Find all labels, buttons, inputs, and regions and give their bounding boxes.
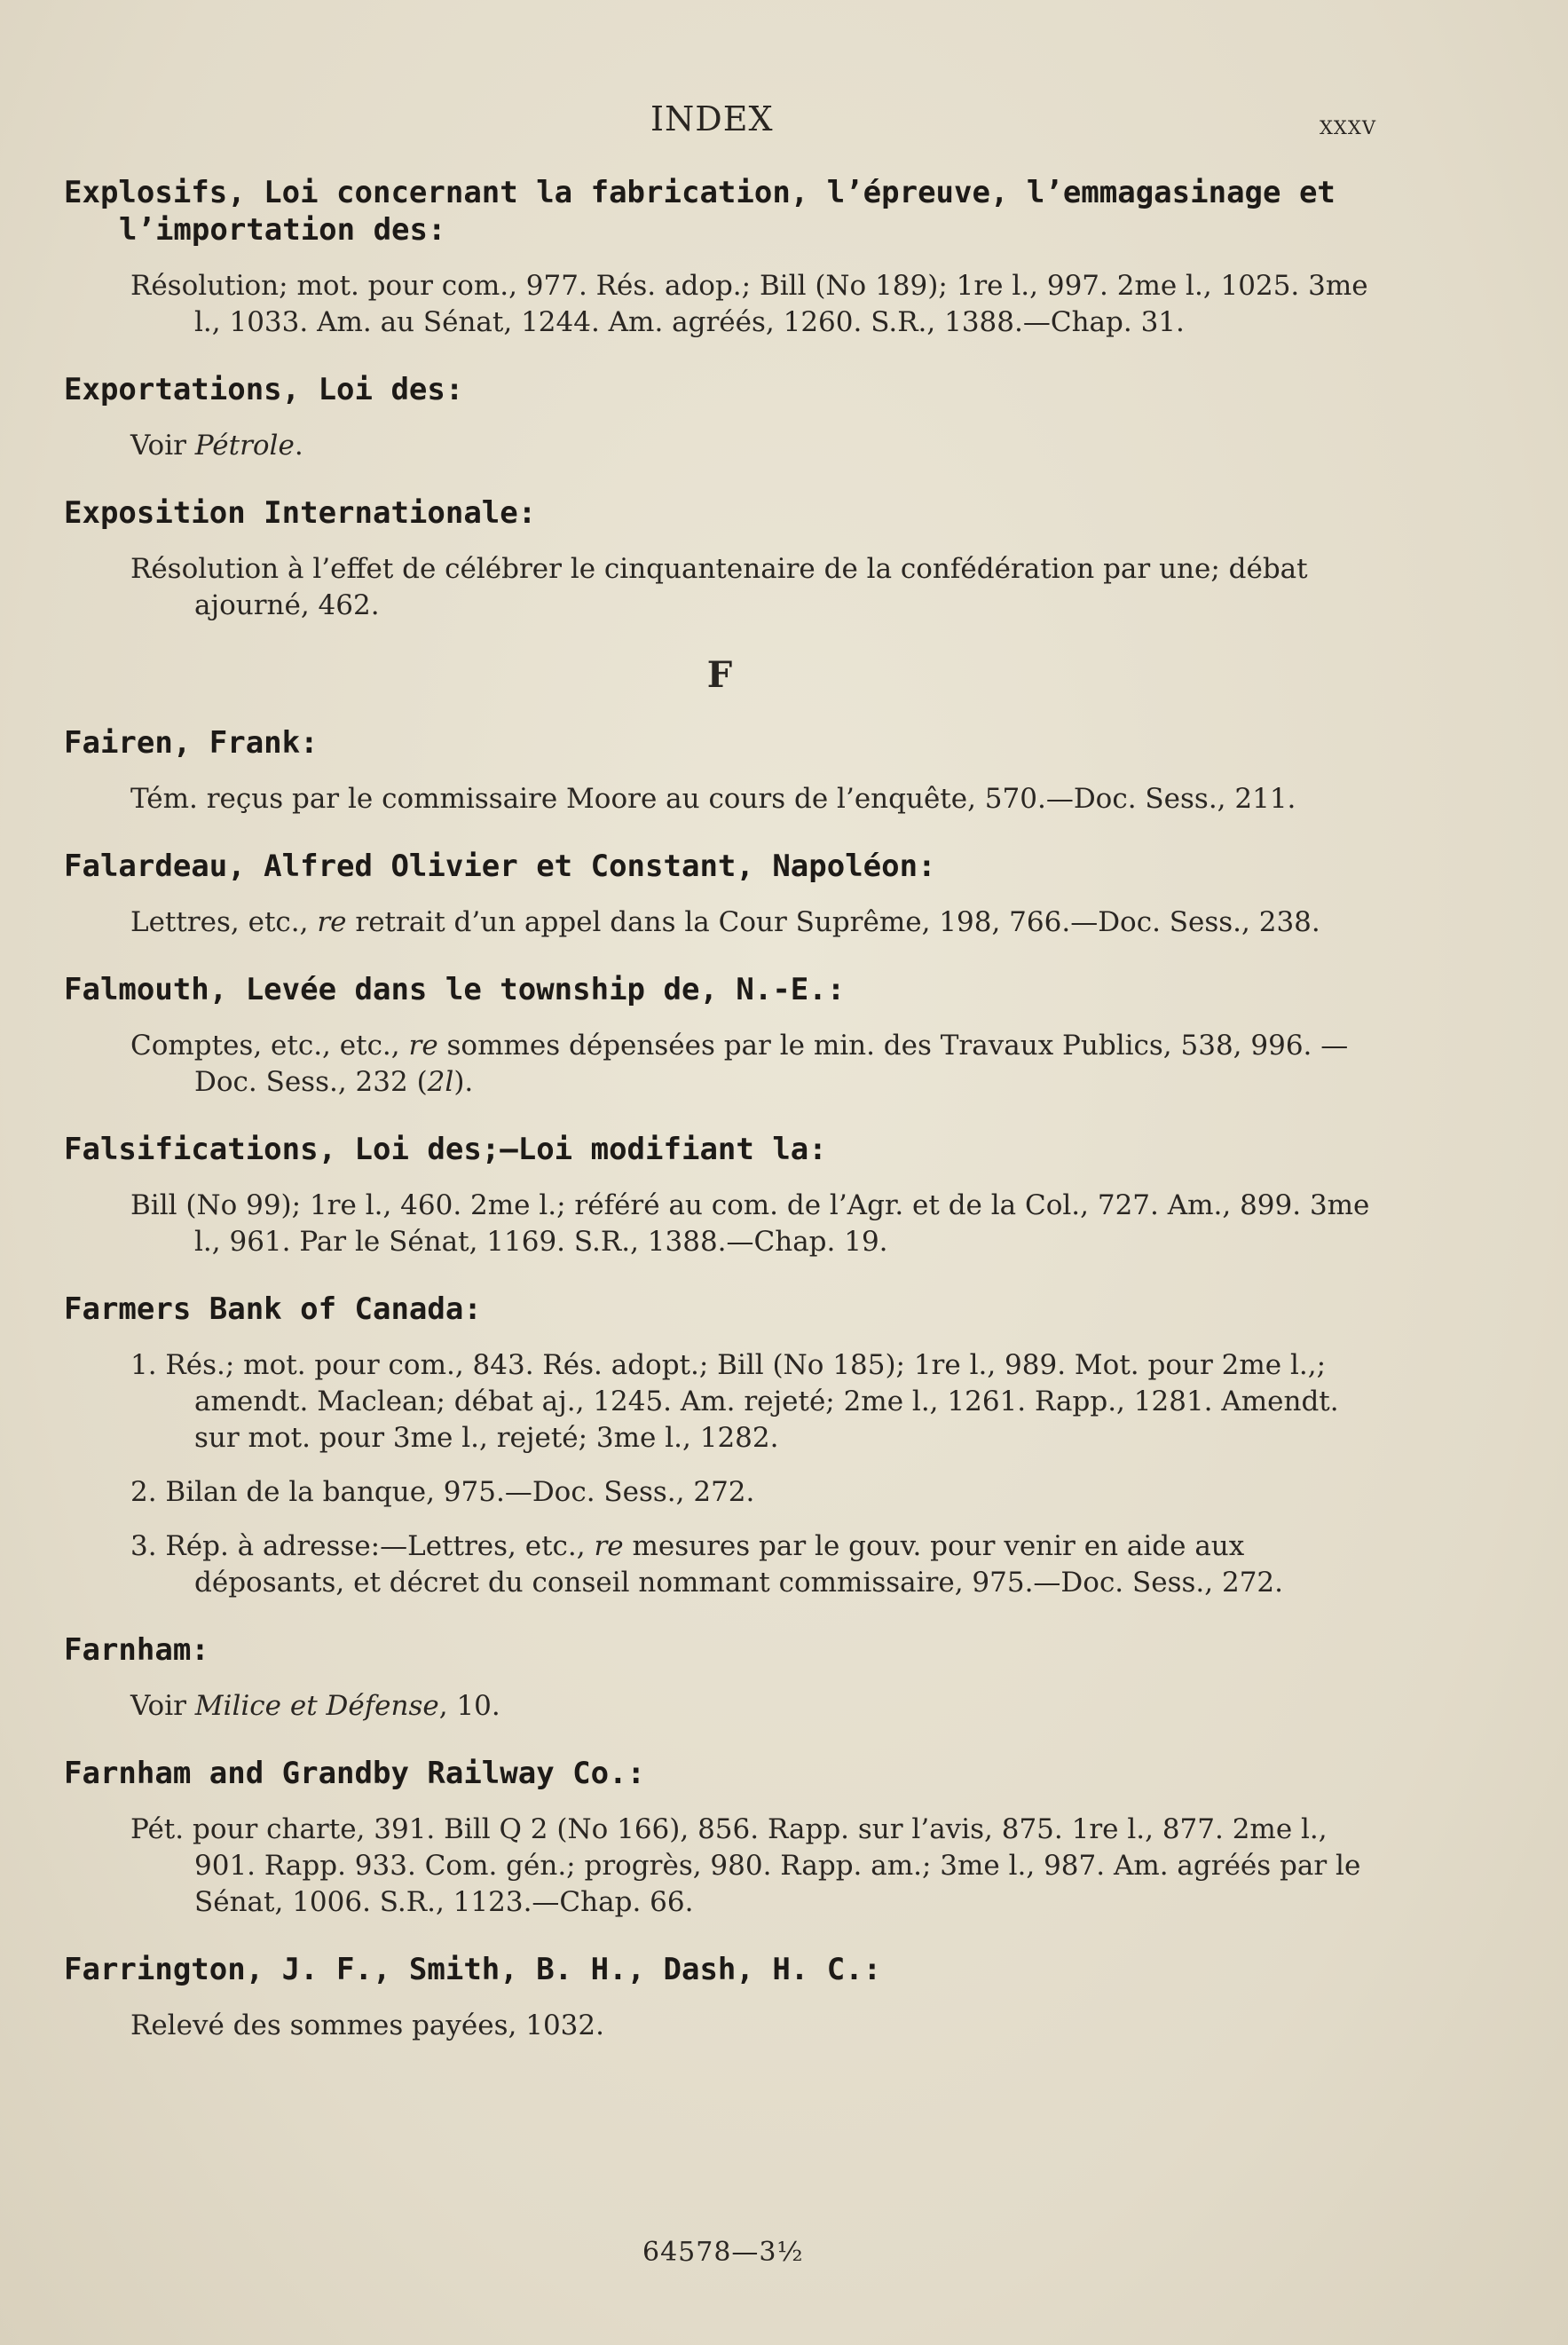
entry-heading: Falardeau, Alfred Olivier et Constant, Napoléon: xyxy=(64,849,936,884)
entry-reference: 2. Bilan de la banque, 975.—Doc. Sess., 272. xyxy=(130,1476,755,1508)
entry-heading: Explosifs, Loi concernant la fabrication, l’épreuve, l’emmagasinage et l’importation des: xyxy=(64,175,1336,248)
reference-text: mesures par le gouv. pour venir en aide aux déposants, et décret du conseil nommant commissaire, 975.—Doc. Sess., 272. xyxy=(194,1530,1283,1599)
reference-italic: Milice et Défense xyxy=(194,1690,439,1722)
entry-reference: Tém. reçus par le commissaire Moore au cours de l’enquête, 570.—Doc. Sess., 211. xyxy=(130,783,1296,815)
index-entry xyxy=(64,848,1375,941)
reference-text: retrait d’un appel dans la Cour Suprême, 198, 766.—Doc. Sess., 238. xyxy=(346,906,1320,938)
reference-text: Lettres, etc., xyxy=(130,906,318,938)
entry-heading: Farmers Bank of Canada: xyxy=(64,1291,482,1327)
entry-reference: Pét. pour charte, 391. Bill Q 2 (No 166), 856. Rapp. sur l’avis, 875. 1re l., 877. 2me l., 901. Rapp. 933. Com. gén.; progrès, 980. Rapp. am.; 3me l., 987. Am. agréés par le Sénat, 1006. S.R., 1123.—Chap. 66. xyxy=(130,1813,1361,1918)
entry-heading: Falmouth, Levée dans le township de, N.-E.: xyxy=(64,972,846,1007)
index-entries-f xyxy=(64,724,1375,2044)
reference-text: sommes dépensées par le min. des Travaux Publics, 538, 996. —Doc. Sess., 232 ( xyxy=(194,1030,1349,1098)
entry-reference: Bill (No 99); 1re l., 460. 2me l.; référé au com. de l’Agr. et de la Col., 727. Am., 899. 3me l., 961. Par le Sénat, 1169. S.R., 1388.—Chap. 19. xyxy=(130,1189,1370,1258)
entry-heading: Exposition Internationale: xyxy=(64,495,537,531)
index-entry xyxy=(64,1131,1375,1260)
index-entry xyxy=(64,1951,1375,2044)
entry-reference xyxy=(130,1688,1375,1725)
reference-italic: re xyxy=(408,1030,438,1062)
running-head xyxy=(0,99,1568,142)
entry-heading: Exportations, Loi des: xyxy=(64,372,464,407)
index-entry xyxy=(64,174,1375,341)
entry-heading: Farnham: xyxy=(64,1632,209,1668)
running-title: INDEX xyxy=(650,99,774,138)
index-entries-e xyxy=(64,174,1375,624)
reference-text: Voir xyxy=(130,1690,195,1722)
reference-text: Comptes, etc., etc., xyxy=(130,1030,409,1062)
section-letter: F xyxy=(706,654,733,696)
entry-reference xyxy=(130,904,1375,941)
index-entry xyxy=(64,971,1375,1101)
reference-text: , 10. xyxy=(438,1690,500,1722)
reference-text: ). xyxy=(453,1066,474,1098)
reference-text: . xyxy=(294,430,303,462)
index-entry xyxy=(64,1755,1375,1921)
entry-reference xyxy=(130,428,1375,464)
index-entry xyxy=(64,724,1375,817)
index-entry xyxy=(64,371,1375,464)
index-entry xyxy=(64,494,1375,624)
reference-text: 3. Rép. à adresse:—Lettres, etc., xyxy=(130,1530,595,1562)
entry-heading: Farnham and Grandby Railway Co.: xyxy=(64,1756,646,1791)
entry-reference: Relevé des sommes payées, 1032. xyxy=(130,2009,604,2041)
entry-heading: Falsifications, Loi des;—Loi modifiant la: xyxy=(64,1132,827,1167)
index-entry xyxy=(64,1291,1375,1601)
entry-heading: Fairen, Frank: xyxy=(64,725,319,761)
reference-italic: 2l xyxy=(427,1066,454,1098)
printer-signature: 64578—3½ xyxy=(642,2237,804,2268)
entry-reference: Résolution à l’effet de célébrer le cinquantenaire de la confédération par une; débat ajourné, 462. xyxy=(130,553,1308,621)
reference-text: Voir xyxy=(130,430,195,462)
entry-reference: Résolution; mot. pour com., 977. Rés. adop.; Bill (No 189); 1re l., 997. 2me l., 1025. 3me l., 1033. Am. au Sénat, 1244. Am. agréés, 1260. S.R., 1388.—Chap. 31. xyxy=(130,270,1368,338)
reference-italic: re xyxy=(317,906,347,938)
page-number: xxxv xyxy=(1319,110,1376,141)
entry-reference: 1. Rés.; mot. pour com., 843. Rés. adopt.; Bill (No 185); 1re l., 989. Mot. pour 2me l.,; amendt. Maclean; débat aj., 1245. Am. rejeté; 2me l., 1261. Rapp., 1281. Amendt. sur mot. pour 3me l., rejeté; 3me l., 1282. xyxy=(130,1349,1339,1454)
entry-reference xyxy=(130,1528,1375,1601)
entry-heading: Farrington, J. F., Smith, B. H., Dash, H. C.: xyxy=(64,1952,882,1987)
reference-italic: re xyxy=(594,1530,624,1562)
index-entry xyxy=(64,1631,1375,1725)
entry-reference xyxy=(130,1028,1375,1101)
reference-italic: Pétrole xyxy=(194,430,295,462)
index-content xyxy=(64,174,1375,2074)
